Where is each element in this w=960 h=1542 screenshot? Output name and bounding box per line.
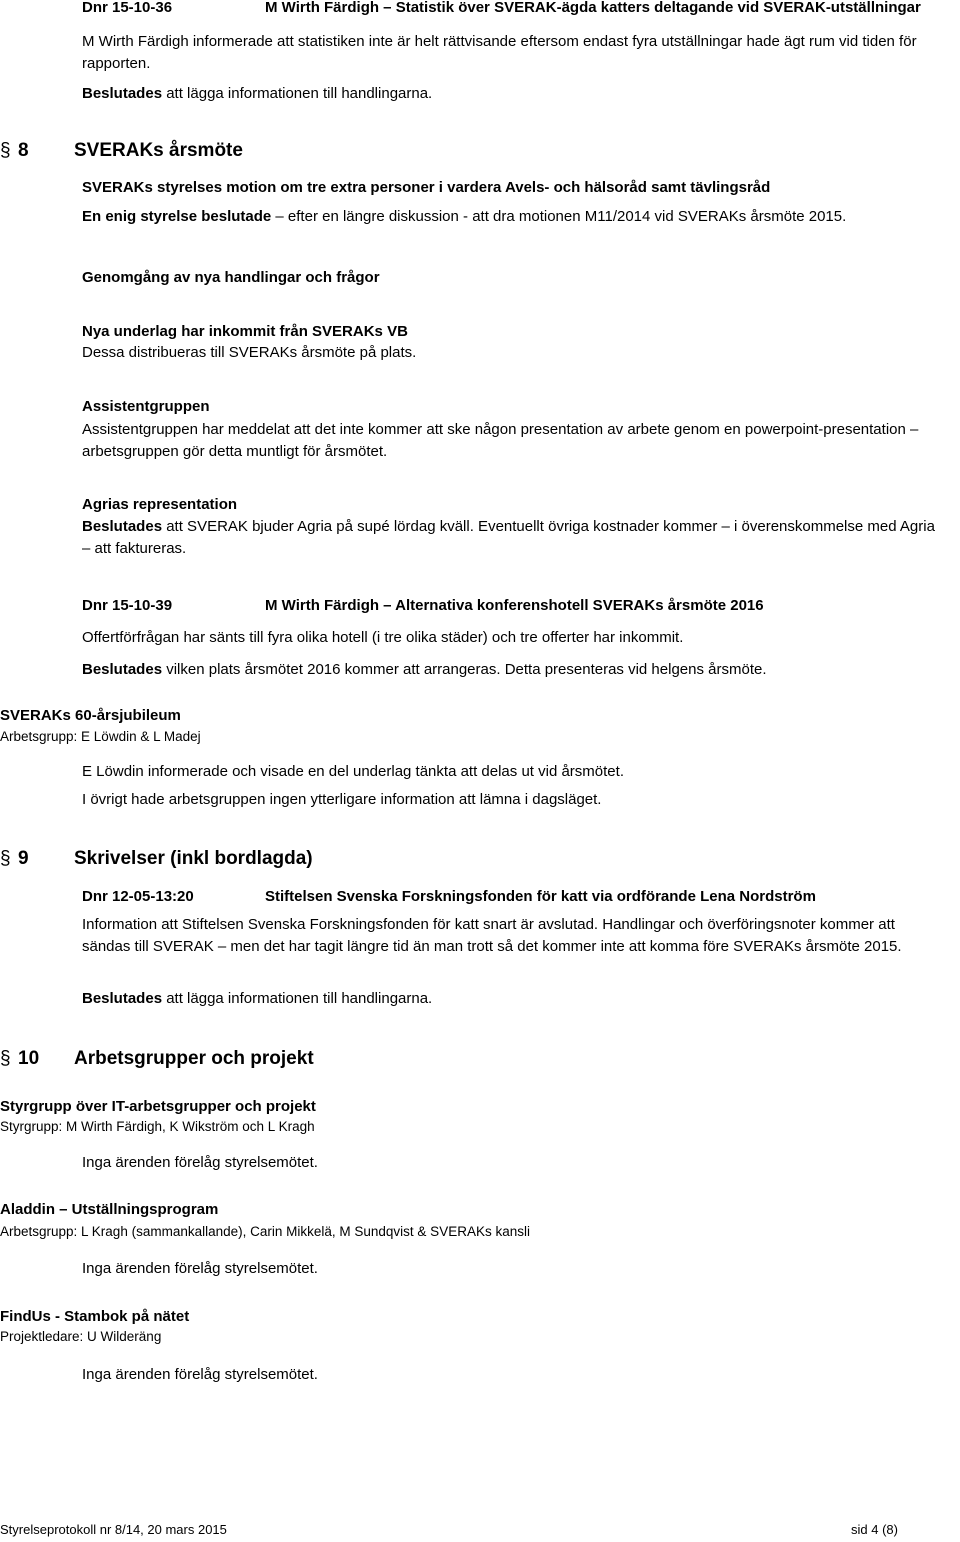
dnr-1539-text: Offertförfrågan har sänts till fyra olika hotell (i tre olika städer) och tre offerter har inkommit. — [82, 629, 684, 646]
findus-text: Inga ärenden förelåg styrelsemötet. — [82, 1366, 318, 1383]
paragraph-mark: § — [0, 1048, 11, 1069]
assist-text: Assistentgruppen har meddelat att det inte kommer att ske någon presentation av arbete genom en powerpoint-presentation – arbetsgruppen gör detta muntligt för årsmötet. — [82, 421, 919, 460]
footer-left: Styrelseprotokoll nr 8/14, 20 mars 2015 — [0, 1522, 227, 1537]
motion-decision-text: – efter en längre diskussion - att dra motionen M11/2014 vid SVERAKs årsmöte 2015. — [271, 208, 847, 225]
it-heading: Styrgrupp över IT-arbetsgrupper och projekt — [0, 1098, 316, 1115]
section-9-text: Information att Stiftelsen Svenska Forskningsfonden för katt snart är avslutad. Handlingar och överföringsnoter kommer att sändas till SVERAK – men det har tagit längre tid än man trott så det kommer inte att komma före SVERAKs årsmöte 2015. — [82, 916, 902, 955]
dnr-1536-decision — [82, 83, 432, 105]
section-9-decision — [82, 988, 432, 1010]
motion-decision-label: En enig styrelse beslutade — [82, 208, 272, 225]
section-title: SVERAKs årsmöte — [74, 140, 243, 161]
dnr-1539-decision-label: Beslutades — [82, 661, 163, 678]
aladdin-heading: Aladdin – Utställningsprogram — [0, 1201, 219, 1218]
jubilee-group: Arbetsgrupp: E Löwdin & L Madej — [0, 729, 201, 744]
decision-label: Beslutades — [82, 85, 163, 102]
aladdin-group: Arbetsgrupp: L Kragh (sammankallande), Carin Mikkelä, M Sundqvist & SVERAKs kansli — [0, 1224, 530, 1239]
jubilee-text-2: I övrigt hade arbetsgruppen ingen ytterligare information att lämna i dagsläget. — [82, 791, 602, 808]
decision-text: att lägga informationen till handlingarna. — [162, 85, 433, 102]
motion-decision — [82, 206, 846, 228]
section-9-decision-text: att lägga informationen till handlingarna. — [162, 990, 433, 1007]
findus-heading: FindUs - Stambok på nätet — [0, 1308, 190, 1325]
section-title: Skrivelser (inkl bordlagda) — [74, 848, 313, 869]
section-8-heading — [0, 140, 400, 168]
assist-heading: Assistentgruppen — [82, 398, 210, 415]
dnr-12-code: Dnr 12-05-13:20 — [82, 888, 194, 905]
agria-heading: Agrias representation — [82, 496, 238, 513]
section-10-heading — [0, 1048, 400, 1076]
agria-decision — [82, 516, 947, 560]
findus-group: Projektledare: U Wilderäng — [0, 1329, 162, 1344]
vb-heading: Nya underlag har inkommit från SVERAKs VB — [82, 323, 408, 340]
paragraph-mark: § — [0, 140, 11, 161]
vb-text: Dessa distribueras till SVERAKs årsmöte på plats. — [82, 344, 417, 361]
dnr-1539-title: M Wirth Färdigh – Alternativa konferenshotell SVERAKs årsmöte 2016 — [265, 597, 764, 614]
it-text: Inga ärenden förelåg styrelsemötet. — [82, 1154, 318, 1171]
dnr-1536-title: M Wirth Färdigh – Statistik över SVERAK-ägda katters deltagande vid SVERAK-utställningar — [265, 0, 921, 16]
review-heading: Genomgång av nya handlingar och frågor — [82, 269, 380, 286]
dnr-1539-decision — [82, 659, 767, 681]
footer-page-number: sid 4 (8) — [851, 1522, 898, 1537]
dnr-1539-code: Dnr 15-10-39 — [82, 597, 173, 614]
jubilee-text-1: E Löwdin informerade och visade en del underlag tänkta att delas ut vid årsmötet. — [82, 763, 624, 780]
dnr-12-title: Stiftelsen Svenska Forskningsfonden för katt via ordförande Lena Nordström — [265, 888, 816, 905]
section-number: 8 — [18, 140, 29, 161]
agria-decision-text: att SVERAK bjuder Agria på supé lördag kväll. Eventuellt övriga kostnader kommer – i överenskommelse med Agria – att faktureras. — [82, 518, 935, 557]
dnr-1539-decision-text: vilken plats årsmötet 2016 kommer att arrangeras. Detta presenteras vid helgens årsmöte. — [162, 661, 767, 678]
dnr-1536-code: Dnr 15-10-36 — [82, 0, 173, 16]
agria-decision-label: Beslutades — [82, 518, 163, 535]
paragraph-mark: § — [0, 848, 11, 869]
jubilee-heading: SVERAKs 60-årsjubileum — [0, 707, 181, 724]
section-number: 10 — [18, 1048, 40, 1069]
section-title: Arbetsgrupper och projekt — [74, 1048, 314, 1069]
dnr-1536-text: M Wirth Färdigh informerade att statistiken inte är helt rättvisande eftersom endast fyra utställningar hade ägt rum vid tiden för rapporten. — [82, 33, 917, 72]
motion-heading: SVERAKs styrelses motion om tre extra personer i vardera Avels- och hälsoråd samt tävlingsråd — [82, 179, 771, 196]
aladdin-text: Inga ärenden förelåg styrelsemötet. — [82, 1260, 318, 1277]
section-9-heading — [0, 848, 400, 876]
section-9-decision-label: Beslutades — [82, 990, 163, 1007]
section-number: 9 — [18, 848, 29, 869]
it-group: Styrgrupp: M Wirth Färdigh, K Wikström och L Kragh — [0, 1119, 315, 1134]
